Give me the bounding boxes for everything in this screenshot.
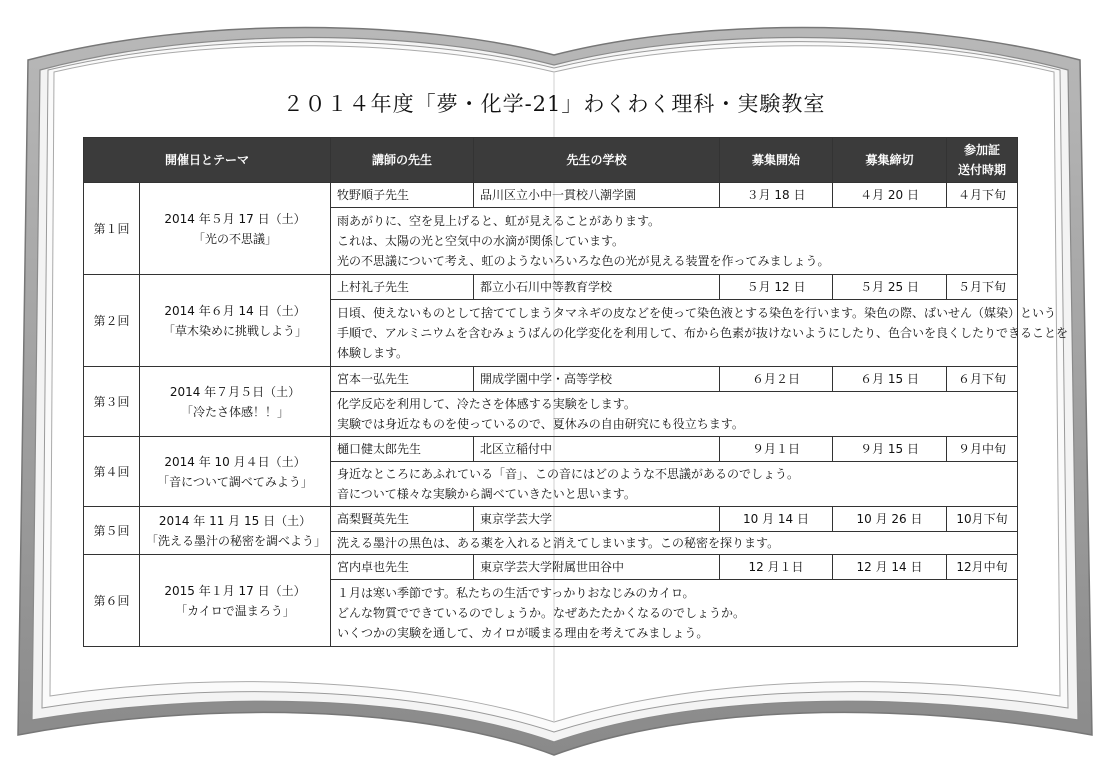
session-theme: 「カイロで温まろう」 (175, 603, 295, 618)
description-line: 洗える墨汁の黒色は、ある薬を入れると消えてしまいます。この秘密を探ります。 (337, 536, 780, 550)
page-title: ２０１４年度「夢・化学-21」わくわく理科・実験教室 (282, 92, 826, 116)
session-school: 東京学芸大学附属世田谷中 (474, 555, 720, 580)
session-school: 開成学園中学・高等学校 (474, 367, 720, 392)
description-line: 光の不思議について考え、虹のようないろいろな色の光が見える装置を作ってみましょう。 (337, 254, 830, 268)
session-teacher: 高梨賢英先生 (331, 507, 474, 532)
session-certificate: ４月下旬 (947, 183, 1018, 208)
description-line: いくつかの実験を通して、カイロが暖まる理由を考えてみましょう。 (337, 626, 709, 640)
session-theme: 「光の不思議」 (193, 231, 278, 246)
session-start: ３月 18 日 (720, 183, 833, 208)
session-school: 北区立稲付中 (474, 437, 720, 462)
description-line: 体験します。 (337, 346, 409, 360)
session-school: 品川区立小中一貫校八潮学園 (474, 183, 720, 208)
session-description (331, 392, 1018, 437)
table-row (84, 555, 1018, 580)
session-date-theme (140, 555, 331, 647)
session-deadline: ５月 25 日 (833, 275, 947, 300)
session-date: 2014 年５月 17 日（土） (164, 211, 306, 226)
session-description (331, 300, 1068, 367)
session-deadline: ６月 15 日 (833, 367, 947, 392)
session-round: 第５回 (84, 507, 140, 555)
description-line: 日頃、使えないものとして捨ててしまうタマネギの皮などを使って染色液とする染色を行います。染色の際、ばいせん（媒染）という (337, 306, 1057, 320)
description-line: 雨あがりに、空を見上げると、虹が見えることがあります。 (337, 214, 661, 228)
description-line: これは、太陽の光と空気中の水滴が関係しています。 (337, 234, 625, 248)
header-certificate-line2: 送付時期 (958, 163, 1007, 177)
session-deadline: ４月 20 日 (833, 183, 947, 208)
session-start: 12 月１日 (720, 555, 833, 580)
header-certificate (947, 138, 1018, 183)
header-school: 先生の学校 (474, 138, 720, 183)
session-theme: 「冷たさ体感！！」 (181, 404, 290, 419)
session-start: 10 月 14 日 (720, 507, 833, 532)
header-teacher: 講師の先生 (331, 138, 474, 183)
schedule-table (83, 137, 1068, 647)
session-certificate: 10月下旬 (947, 507, 1018, 532)
header-date-theme: 開催日とテーマ (84, 138, 331, 183)
session-description (331, 532, 1018, 555)
session-school: 東京学芸大学 (474, 507, 720, 532)
session-date: 2014 年 10 月４日（土） (164, 454, 306, 469)
session-round: 第１回 (84, 183, 140, 275)
session-start: ９月１日 (720, 437, 833, 462)
session-deadline: 12 月 14 日 (833, 555, 947, 580)
header-start: 募集開始 (720, 138, 833, 183)
description-line: 化学反応を利用して、冷たさを体感する実験をします。 (337, 397, 636, 411)
session-round: 第２回 (84, 275, 140, 367)
session-theme: 「音について調べてみよう」 (157, 474, 313, 489)
session-teacher: 上村礼子先生 (331, 275, 474, 300)
session-certificate: ６月下旬 (947, 367, 1018, 392)
session-certificate: 12月中旬 (947, 555, 1018, 580)
session-theme: 「洗える墨汁の秘密を調べよう」 (146, 533, 327, 548)
description-line: 実験では身近なものを使っているので、夏休みの自由研究にも役立ちます。 (337, 417, 744, 431)
session-teacher: 宮内卓也先生 (331, 555, 474, 580)
session-theme: 「草木染めに挑戦しよう」 (163, 323, 308, 338)
session-date: 2014 年７月５日（土） (169, 384, 301, 399)
session-description (331, 580, 1018, 647)
session-teacher: 牧野順子先生 (331, 183, 474, 208)
table-header-row (84, 138, 1018, 183)
session-date: 2014 年６月 14 日（土） (164, 303, 306, 318)
description-line: 手順で、アルミニウムを含むみょうばんの化学変化を利用して、布から色素が抜けないようにしたり、色合いを良くしたりできることを (337, 326, 1068, 340)
description-line: どんな物質でできているのでしょうか。なぜあたたかくなるのでしょうか。 (337, 606, 746, 620)
table-row (84, 437, 1018, 462)
session-description (331, 208, 1018, 275)
session-round: 第４回 (84, 437, 140, 507)
session-date-theme (140, 507, 331, 555)
session-certificate: ５月下旬 (947, 275, 1018, 300)
table-row (84, 367, 1018, 392)
header-deadline: 募集締切 (833, 138, 947, 183)
session-round: 第３回 (84, 367, 140, 437)
description-line: 音について様々な実験から調べていきたいと思います。 (337, 487, 636, 501)
header-certificate-line1: 参加証 (964, 143, 1001, 157)
session-deadline: 10 月 26 日 (833, 507, 947, 532)
table-row (84, 275, 1018, 300)
table-row (84, 507, 1018, 532)
session-description (331, 462, 1018, 507)
session-date-theme (140, 275, 331, 367)
description-line: １月は寒い季節です。私たちの生活ですっかりおなじみのカイロ。 (337, 586, 695, 600)
description-line: 身近なところにあふれている「音」、この音にはどのような不思議があるのでしょう。 (337, 467, 800, 481)
session-date-theme (140, 367, 331, 437)
session-date-theme (140, 437, 331, 507)
session-start: ６月２日 (720, 367, 833, 392)
session-round: 第６回 (84, 555, 140, 647)
session-certificate: ９月中旬 (947, 437, 1018, 462)
session-start: ５月 12 日 (720, 275, 833, 300)
session-deadline: ９月 15 日 (833, 437, 947, 462)
session-date: 2014 年 11 月 15 日（土） (158, 513, 312, 528)
session-teacher: 宮本一弘先生 (331, 367, 474, 392)
table-row (84, 183, 1018, 208)
session-school: 都立小石川中等教育学校 (474, 275, 720, 300)
session-teacher: 樋口健太郎先生 (331, 437, 474, 462)
session-date-theme (140, 183, 331, 275)
session-date: 2015 年１月 17 日（土） (164, 583, 306, 598)
